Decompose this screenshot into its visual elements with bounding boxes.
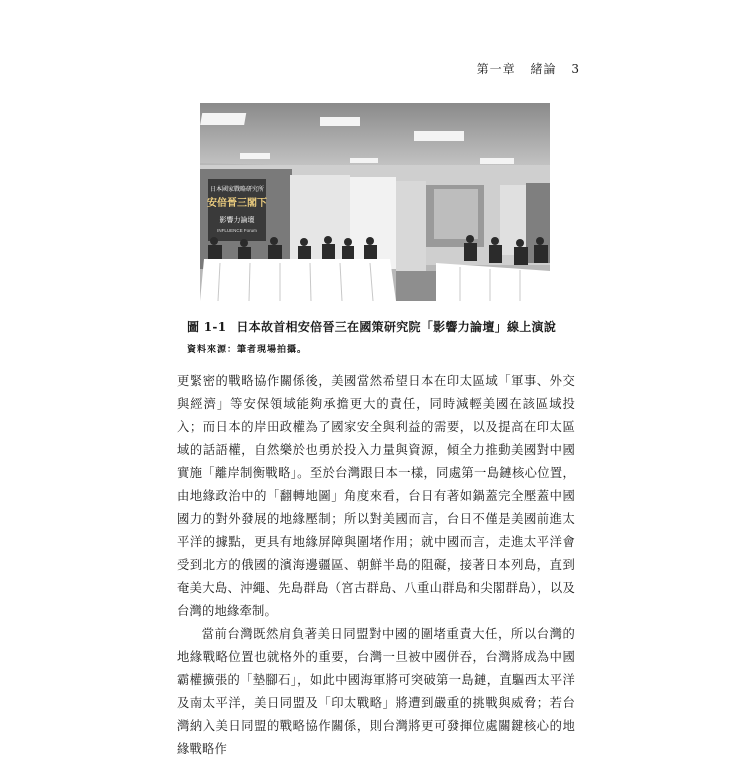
figure-source: 資料來源：筆者現場拍攝。	[187, 345, 308, 355]
paragraph: 更緊密的戰略協作關係後，美國當然希望日本在印太區域「軍事、外交與經濟」等安保領域能夠承擔更大的責任，同時減輕美國在該區域投入；而日本的岸田政權為了國家安全與利益的需要，以及提高在印太區域的話語權，自然樂於也勇於投入力量與資源，傾全力推動美國對中國實施「離岸制衡戰略」。至於台灣跟日本一樣，同處第一島鏈核心位置，由地緣政治中的「翻轉地圖」角度來看，台日有著如鍋蓋完全壓蓋中國國力的對外發展的地緣壓制；所以對美國而言，台日不僅是美國前進太平洋的據點，更具有地緣屏障與圍堵作用；就中國而言，走進太平洋會受到北方的俄國的濱海邊疆區、朝鮮半島的阻礙，接著日本列島，直到奄美大島、沖繩、先島群島（宮古群島、八重山群島和尖閣群島），以及台灣的地緣牽制。	[177, 374, 575, 618]
banner-name-text: 安倍晉三閣下	[207, 198, 267, 209]
banner-event-text: 影響力論壇	[219, 217, 255, 224]
page-number: 3	[571, 62, 580, 76]
banner-org-text: 日本國家戰略研究所	[209, 187, 265, 193]
section-label: 緒論	[530, 62, 557, 76]
chapter-label: 第一章	[476, 62, 516, 76]
figure-caption	[187, 318, 556, 335]
paragraph: 當前台灣既然肩負著美日同盟對中國的圍堵重責大任，所以台灣的地緣戰略位置也就格外的重要，台灣一旦被中國併吞，台灣將成為中國霸權擴張的「墊腳石」，如此中國海軍將可突破第一島鏈，直驅西太平洋及南太平洋，美日同盟及「印太戰略」將遭到嚴重的挑戰與威脅；若台灣納入美日同盟的戰略協作關係，則台灣將更可發揮位處關鍵核心的地緣戰略作	[177, 627, 575, 756]
banner-sub-text: INFLUENCE Forum	[217, 228, 257, 233]
body-text	[177, 370, 575, 761]
forum-photo	[200, 103, 550, 301]
figure-number: 圖 1-1	[187, 320, 227, 334]
figure-caption-text: 日本故首相安倍晉三在國策研究院「影響力論壇」線上演說	[236, 320, 557, 334]
running-header	[467, 60, 580, 77]
